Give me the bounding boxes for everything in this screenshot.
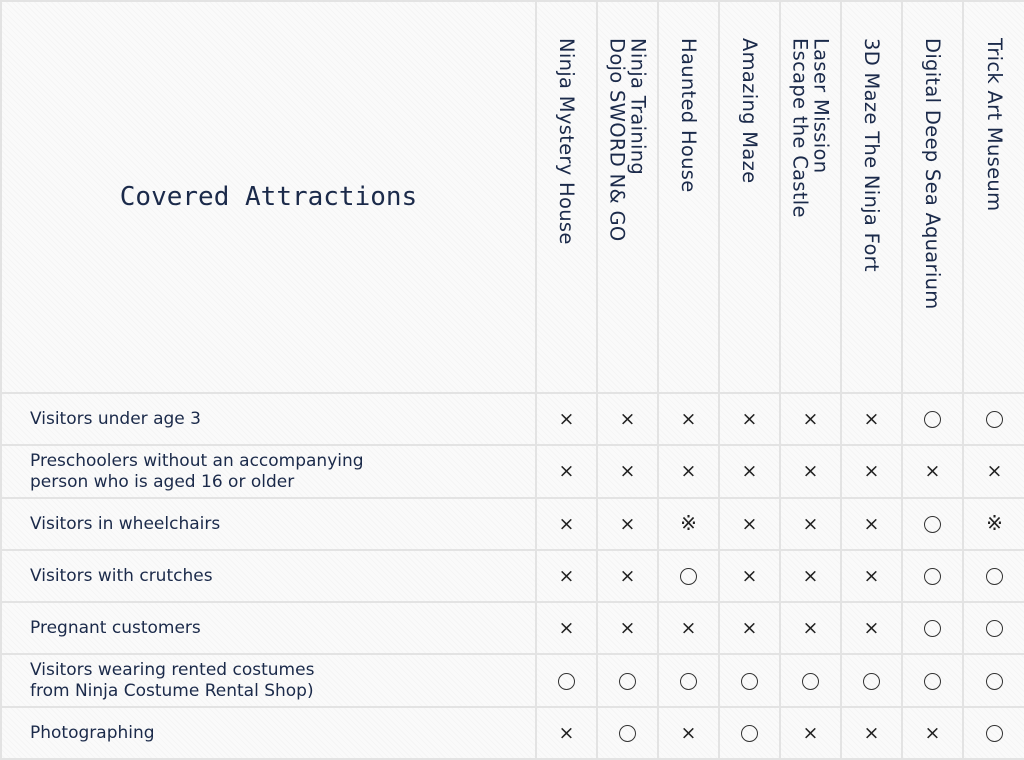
row-label: Visitors wearing rented costumes from Ninja Costume Rental Shop) — [1, 654, 536, 707]
table-cell — [780, 550, 841, 602]
not-allowed-cross-icon: × — [863, 616, 880, 639]
not-allowed-cross-icon: × — [802, 616, 819, 639]
column-header-amazing-maze — [719, 1, 780, 393]
table-cell — [963, 445, 1024, 498]
not-allowed-cross-icon: × — [558, 564, 575, 587]
table-cell — [902, 602, 963, 654]
table-cell — [780, 445, 841, 498]
table-cell — [597, 393, 658, 445]
table-cell — [902, 445, 963, 498]
not-allowed-cross-icon: × — [986, 460, 1003, 482]
column-header-trick-art-museum — [963, 1, 1024, 393]
table-cell — [963, 654, 1024, 707]
row-label: Photographing — [1, 707, 536, 759]
attraction-name: Amazing Maze — [738, 38, 761, 184]
allowed-circle-icon — [986, 568, 1003, 585]
not-allowed-cross-icon: × — [619, 460, 636, 482]
table-cell — [719, 550, 780, 602]
row-label: Pregnant customers — [1, 602, 536, 654]
table-title: Covered Attractions — [1, 1, 536, 393]
table-cell — [719, 393, 780, 445]
table-cell — [902, 550, 963, 602]
row-label: Preschoolers without an accompanying person who is aged 16 or older — [1, 445, 536, 498]
not-allowed-cross-icon: × — [802, 564, 819, 587]
allowed-circle-icon — [986, 725, 1003, 742]
table-cell — [658, 654, 719, 707]
not-allowed-cross-icon: × — [680, 407, 697, 430]
attraction-name: 3D Maze The Ninja Fort — [860, 38, 883, 272]
table-cell — [841, 393, 902, 445]
column-header-ninja-training-dojo — [597, 1, 658, 393]
not-allowed-cross-icon: × — [741, 564, 758, 587]
table-cell — [963, 498, 1024, 550]
table-cell — [597, 498, 658, 550]
table-cell — [963, 550, 1024, 602]
table-cell — [536, 654, 597, 707]
table-row — [1, 707, 1024, 759]
row-label: Visitors under age 3 — [1, 393, 536, 445]
table-cell — [658, 393, 719, 445]
not-allowed-cross-icon: × — [863, 460, 880, 482]
allowed-circle-icon — [680, 568, 697, 585]
table-cell — [902, 393, 963, 445]
attraction-name: Ninja Mystery House — [555, 38, 578, 245]
table-cell — [536, 393, 597, 445]
allowed-circle-icon — [924, 673, 941, 690]
table-cell — [658, 602, 719, 654]
attraction-name: Laser Mission Escape the Castle — [788, 38, 833, 218]
allowed-circle-icon — [986, 620, 1003, 637]
table-cell — [536, 602, 597, 654]
table-cell — [658, 550, 719, 602]
table-cell — [841, 654, 902, 707]
allowed-circle-icon — [619, 725, 636, 742]
allowed-circle-icon — [558, 673, 575, 690]
not-allowed-cross-icon: × — [802, 721, 819, 744]
conditional-note-icon: ※ — [986, 511, 1003, 535]
table-cell — [780, 602, 841, 654]
table-cell — [963, 707, 1024, 759]
table-cell — [597, 654, 658, 707]
table-cell — [902, 498, 963, 550]
table-cell — [536, 445, 597, 498]
allowed-circle-icon — [619, 673, 636, 690]
attraction-name: Ninja Training Dojo SWORD N& GO — [605, 38, 650, 242]
table-cell — [597, 445, 658, 498]
allowed-circle-icon — [924, 620, 941, 637]
table-row — [1, 602, 1024, 654]
not-allowed-cross-icon: × — [680, 616, 697, 639]
column-header-haunted-house — [658, 1, 719, 393]
allowed-circle-icon — [741, 673, 758, 690]
not-allowed-cross-icon: × — [863, 721, 880, 744]
table-cell — [719, 707, 780, 759]
not-allowed-cross-icon: × — [558, 721, 575, 744]
not-allowed-cross-icon: × — [619, 512, 636, 535]
table-cell — [597, 602, 658, 654]
table-cell — [780, 498, 841, 550]
table-cell — [658, 445, 719, 498]
not-allowed-cross-icon: × — [680, 460, 697, 482]
allowed-circle-icon — [802, 673, 819, 690]
not-allowed-cross-icon: × — [619, 616, 636, 639]
allowed-circle-icon — [924, 516, 941, 533]
not-allowed-cross-icon: × — [863, 407, 880, 430]
not-allowed-cross-icon: × — [802, 460, 819, 482]
row-label: Visitors with crutches — [1, 550, 536, 602]
attraction-name: Trick Art Museum — [983, 38, 1006, 212]
table-cell — [536, 707, 597, 759]
table-cell — [658, 498, 719, 550]
table-cell — [841, 707, 902, 759]
column-header-laser-mission — [780, 1, 841, 393]
attraction-name: Digital Deep Sea Aquarium — [921, 38, 944, 310]
column-header-ninja-mystery-house — [536, 1, 597, 393]
table-cell — [841, 498, 902, 550]
allowed-circle-icon — [924, 568, 941, 585]
not-allowed-cross-icon: × — [924, 460, 941, 482]
not-allowed-cross-icon: × — [924, 721, 941, 744]
allowed-circle-icon — [986, 673, 1003, 690]
row-label: Visitors in wheelchairs — [1, 498, 536, 550]
table-cell — [963, 602, 1024, 654]
not-allowed-cross-icon: × — [619, 407, 636, 430]
table-row — [1, 393, 1024, 445]
table-cell — [780, 393, 841, 445]
column-header-deep-sea-aquarium — [902, 1, 963, 393]
allowed-circle-icon — [863, 673, 880, 690]
not-allowed-cross-icon: × — [558, 512, 575, 535]
table-cell — [536, 550, 597, 602]
not-allowed-cross-icon: × — [680, 721, 697, 744]
not-allowed-cross-icon: × — [741, 460, 758, 482]
table-cell — [963, 393, 1024, 445]
table-body — [1, 393, 1024, 759]
table-cell — [719, 602, 780, 654]
table-cell — [719, 498, 780, 550]
table-cell — [597, 550, 658, 602]
table-row — [1, 445, 1024, 498]
not-allowed-cross-icon: × — [863, 512, 880, 535]
header-row — [1, 1, 1024, 393]
table-cell — [719, 445, 780, 498]
not-allowed-cross-icon: × — [741, 616, 758, 639]
not-allowed-cross-icon: × — [619, 564, 636, 587]
table-cell — [719, 654, 780, 707]
not-allowed-cross-icon: × — [558, 616, 575, 639]
not-allowed-cross-icon: × — [802, 407, 819, 430]
allowed-circle-icon — [924, 411, 941, 428]
table-cell — [780, 707, 841, 759]
not-allowed-cross-icon: × — [802, 512, 819, 535]
attraction-name: Haunted House — [677, 38, 700, 193]
table-cell — [658, 707, 719, 759]
not-allowed-cross-icon: × — [558, 460, 575, 482]
table-row — [1, 550, 1024, 602]
table-cell — [841, 445, 902, 498]
not-allowed-cross-icon: × — [558, 407, 575, 430]
table-cell — [841, 550, 902, 602]
table-cell — [841, 602, 902, 654]
not-allowed-cross-icon: × — [741, 512, 758, 535]
not-allowed-cross-icon: × — [863, 564, 880, 587]
not-allowed-cross-icon: × — [741, 407, 758, 430]
table-cell — [780, 654, 841, 707]
table-row — [1, 498, 1024, 550]
table-row — [1, 654, 1024, 707]
table-cell — [902, 707, 963, 759]
allowed-circle-icon — [741, 725, 758, 742]
table-cell — [597, 707, 658, 759]
conditional-note-icon: ※ — [680, 511, 697, 535]
allowed-circle-icon — [680, 673, 697, 690]
allowed-circle-icon — [986, 411, 1003, 428]
table-cell — [536, 498, 597, 550]
column-header-3d-maze — [841, 1, 902, 393]
table-cell — [902, 654, 963, 707]
